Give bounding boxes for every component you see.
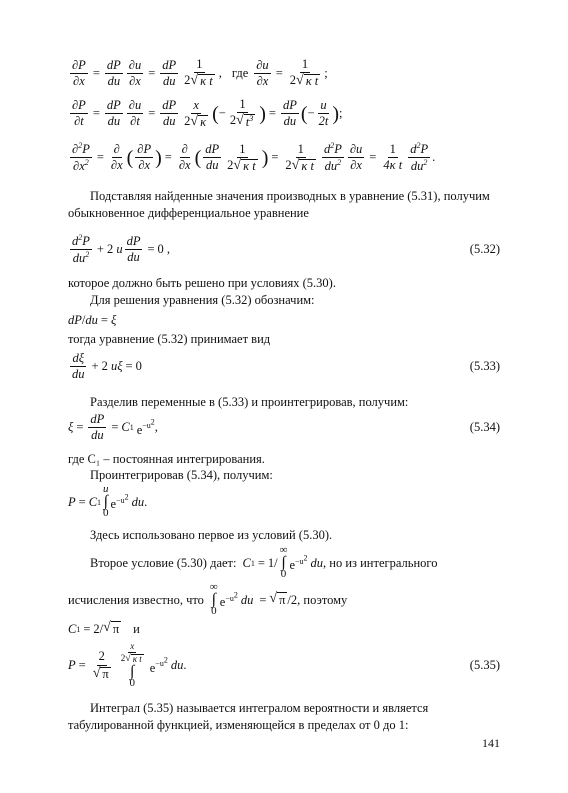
equation-dp-dx: $\frac{\partial P}{\partial x}$ = $\frac{dP}{du}$ $\frac{\partial u}{\partial x}$ = $\frac{dP}{du}$ 1 2 √ κ t , где $\frac{\partial u}{\partial x}$ = 1 2 √ κ t ;: [72, 57, 328, 89]
line-second-condition: Второе условие (5.30) дает: C 1 = 1/ ∞ ∫ 0 $e^{-u^2}$ du , но из интегрального: [90, 544, 438, 581]
equation-5-34: ξ = $\frac{dP}{du}$ = C 1 $e^{-u^2}$ , (5.34): [68, 412, 500, 443]
page-number: 141: [482, 736, 500, 750]
where-word: где: [231, 65, 249, 80]
paragraph-takes-form: тогда уравнение (5.32) принимает вид: [68, 332, 271, 346]
equation-5-33: dξ du + 2 uξ = 0 (5.33): [72, 351, 500, 382]
text-known: исчисления известно, что: [68, 592, 204, 607]
equation-p-integral: P = C 1 u ∫ 0 $e^{-u^2}$ du .: [68, 483, 148, 520]
equation-5-35: P = 2 √ π x 2 √ κ t ∫ 0 $e^{-u^2}$ du . (5.35): [68, 641, 500, 690]
paragraph-probability-integral: Интеграл (5.35) называется интегралом вероятности и является табулированной функцией, изменяющейся в пределах от 0 до 1:: [68, 701, 429, 732]
paragraph-substitution: Подставляя найденные значения производных в уравнение (5.31), получим обыкновенное дифференциальное уравнение: [68, 189, 490, 220]
text-therefore: , поэтому: [297, 592, 348, 607]
line-known-integral: исчисления известно, что ∞ ∫ 0 $e^{-u^2}$ du = √ π /2 , поэтому: [68, 581, 348, 618]
equation-dp-dt: $\frac{\partial P}{\partial t}$ = $\frac{dP}{du}$ $\frac{\partial u}{\partial t}$ = $\frac{dP}{du}$ x 2 √ κ ( − 1 2 √ $t^3$ ) = $\frac{dP}{du}$ ( − $\frac{u}{2t}$ ) ;: [72, 97, 343, 130]
equation-notation: dP / du = ξ: [68, 313, 117, 327]
text-but-from: , но из интегрального: [323, 555, 438, 570]
equation-number: (5.35): [469, 658, 500, 673]
equation-number: (5.34): [469, 420, 500, 435]
paragraph-integrated: Проинтегрировав (5.34), получим:: [90, 468, 273, 482]
paragraph-separation: Разделив переменные в (5.33) и проинтегрировав, получим:: [90, 395, 409, 409]
paragraph-conditions: которое должно быть решено при условиях (5.30).: [68, 276, 336, 290]
equation-d2p-dx2: $\frac{\partial^2P}{\partial x^2}$ = ∂ ∂x ( ∂P ∂x ) = ∂ ∂x ( dP du 1 2 √ κ t ) = 1 2 √ κ t $d^2P$ $du^2$ $\frac{\partial u}{\partial x}$ = $\frac{1}{\text{4κ t}}$ $d^2P$ $du^2$ .: [72, 141, 436, 174]
paragraph-notation: Для решения уравнения (5.32) обозначим:: [90, 293, 315, 307]
equation-number: (5.33): [469, 359, 500, 374]
equation-5-32: $d^2P$ $du^2$ + 2 u $\frac{dP}{du}$ = 0 , (5.32): [72, 233, 500, 266]
paragraph-first-condition: Здесь использовано первое из условий (5.30).: [90, 528, 333, 542]
equation-c1: C 1 = 2/ √ π и: [68, 620, 140, 636]
paragraph-constant: где C₁ – постоянная интегрирования.: [68, 452, 265, 466]
and-word: и: [133, 621, 140, 636]
equation-number: (5.32): [469, 242, 500, 257]
text-second-condition: Второе условие (5.30) дает:: [90, 555, 237, 570]
